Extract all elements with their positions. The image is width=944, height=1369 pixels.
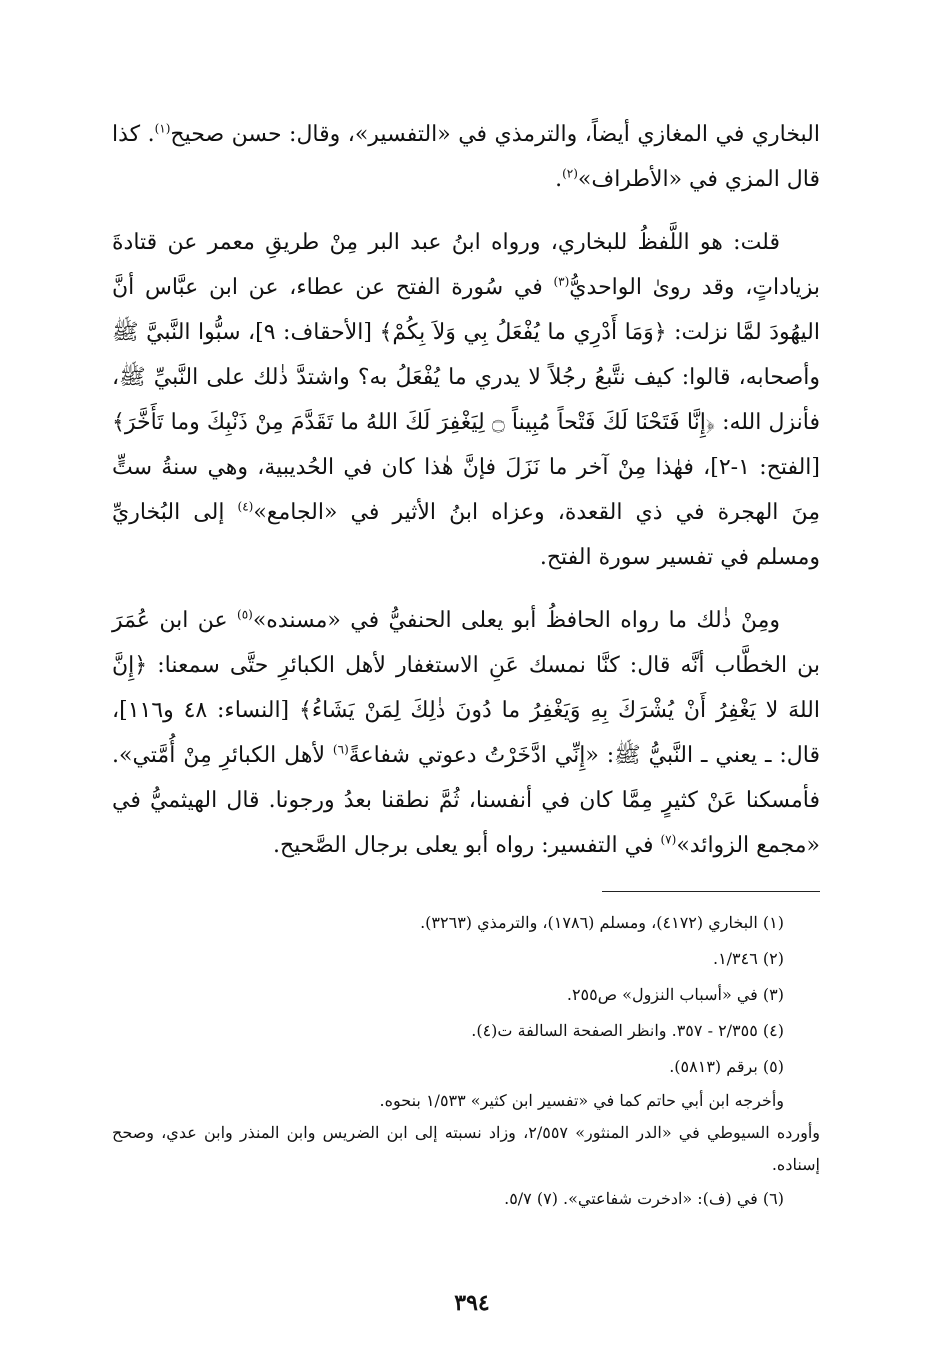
text-run: ومِنْ ذٰلك ما رواه الحافظُ أبو يعلى الحنفيُّ في «مسنده» [252,608,780,633]
footnote-5: (٥) برقم (٥٨١٣). [669,1057,784,1076]
footnote-4: (٤) ٢/٣٥٥ - ٣٥٧. وانظر الصفحة السالفة ت(٤). [471,1021,784,1040]
footnote-5-continued: وأورده السيوطي في «الدر المنثور» ٢/٥٥٧، وزاد نسبته إلى ابن الضريس وابن المنذر وابن عدي، وصحح إسناده. [112,1123,821,1174]
footnote-ref[interactable]: (٧) [660,832,677,847]
footnote-divider [602,891,820,892]
footnote-3: (٣) في «أسباب النزول» ص٢٥٥. [566,985,784,1004]
footnotes [112,905,820,1217]
page-number: ٣٩٤ [454,1290,490,1316]
footnote-ref[interactable]: (٢) [562,166,578,181]
footnote-1: (١) البخاري (٤١٧٢)، ومسلم (١٧٨٦)، والترمذي (٣٢٦٣). [420,913,784,932]
footnote-ref[interactable]: (٥) [237,607,253,622]
text-run: في سُورة الفتح عن عطاء، عن ابن عبَّاس أنَّ اليهُودَ لمَّا نزلت: ﴿وَمَا أَدْرِي ما يُفْعَلُ بِي وَلاَ بِكُمْ﴾ [الأحقاف: ٩]، سبُّوا النَّبيَّ ﷺ وأصحابه، قالوا: كيف نتَّبعُ رجُلاً لا يدري ما يُفْعَلُ به؟ واشتدَّ ذٰلك على النَّبيِّ ﷺ، فأنزل الله: ﴿إِنَّا فَتَحْنَا لَكَ فَتْحاً مُبِيناً ۝ لِيَغْفِرَ لَكَ اللهُ ما تَقَدَّمَ مِنْ ذَنْبِكَ وما تَأَخَّرَ﴾ [الفتح: ١-٢]، فهٰذا مِنْ آخر ما نَزَلَ فإنَّ هٰذا كان في الحُديبية، وهي سنةُ ستٍّ مِنَ الهجرة في ذي القعدة، وعزاه ابنُ الأثير في «الجامع» [112,275,820,525]
text-run: . [555,167,563,192]
text-run: قلت: هو اللَّفظُ للبخاري، ورواه ابنُ عبد البر مِنْ طريقِ معمر عن قتادةَ بزياداتٍ، وقد روىٰ الواحديُّ [112,230,820,300]
text-run: . كذا قال المزي في «الأطراف» [112,122,820,192]
footnote-5-continued: وأخرجه ابن أبي حاتم كما في «تفسير ابن كثير» ١/٥٣٣ بنحوه. [379,1091,784,1110]
footnote-ref[interactable]: (١) [154,121,171,136]
paragraph-2 [112,220,820,580]
text-run: لأهل الكبائرِ مِنْ أُمَّتي». فأمسكنا عَنْ كثيرٍ مِمَّا كان في أنفسنا، ثُمَّ نطقنا بعدُ ورجونا. قال الهيثميُّ في «مجمع الزوائد» [112,743,820,858]
text-run: إلى البُخاريِّ ومسلم في تفسير سورة الفتح. [112,500,820,570]
footnote-ref[interactable]: (٣) [553,274,570,289]
footnote-2: (٢) ١/٣٤٦. [712,949,784,968]
paragraph-3 [112,598,820,868]
main-text [112,112,820,868]
footnote-ref[interactable]: (٦) [332,742,349,757]
footnote-ref[interactable]: (٤) [237,499,254,514]
paragraph-1 [112,112,820,202]
text-run: في التفسير: رواه أبو يعلى برجال الصَّحيح. [272,833,661,858]
text-run: عن ابن عُمَرَ بن الخطَّاب أنَّه قال: كنَّا نمسك عَنِ الاستغفار لأهل الكبائرِ حتَّى سمعنا: ﴿إِنَّ اللهَ لا يَغْفِرُ أَنْ يُشْرَكَ بِهِ وَيَغْفِرُ ما دُونَ ذٰلِكَ لِمَنْ يَشَاءُ﴾ [النساء: ٤٨ و١١٦]، قال: ـ يعني ـ النَّبيُّ ﷺ: «إِنِّي ادَّخَرْتُ دعوتي شفاعةً [112,608,820,768]
text-run: البخاري في المغازي أيضاً، والترمذي في «التفسير»، وقال: حسن صحيح [170,122,820,147]
footnote-6-7: (٦) في (ف): «ادخرت شفاعتي». (٧) ٥/٧. [504,1189,784,1208]
